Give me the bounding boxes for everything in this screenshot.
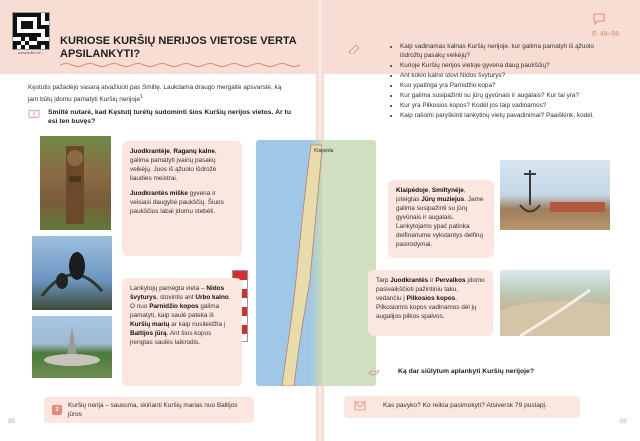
text-part: , stovintis ant bbox=[156, 294, 196, 301]
highlight-kursiu-mariu: Kuršių marių bbox=[130, 321, 170, 328]
photo-grey-dunes bbox=[500, 270, 610, 336]
highlight-nidos-svyturys: Nidos švyturys bbox=[130, 285, 225, 301]
question-item: • Kaip vadinamas kalnas Kuršių nerijoje, kur galima pamatyti iš ąžuolo išdrožtų pasakų veikėjų? bbox=[400, 42, 610, 60]
highlight-juodkrante: Juodkrantės bbox=[390, 277, 429, 284]
qr-cell bbox=[13, 45, 17, 49]
text-part: Tarp bbox=[376, 277, 391, 284]
text-part: įdomu pasivaikščioti pažintiniu taku, vedančiu į bbox=[376, 277, 485, 302]
qr-cell bbox=[21, 45, 25, 49]
text-part: ir bbox=[428, 277, 436, 284]
highlight-urbo-kalnas: Urbo kalno bbox=[195, 294, 229, 301]
book-icon bbox=[28, 108, 40, 118]
photo-wooden-sculpture bbox=[40, 136, 111, 230]
text-part: . Ant šios kopos įrengtas saulės laikrodis. bbox=[130, 330, 212, 346]
question-item: • Kaip rašomi paryškinti lankytinų vietų pavadinimai? Paaiškink, kodėl. bbox=[400, 111, 610, 120]
text-part: Lankytojų pamėgta vieta – bbox=[130, 285, 207, 292]
photo-anchor-museum bbox=[500, 160, 610, 230]
text-part: ar kaip nusileidžia į bbox=[169, 321, 226, 328]
text-part: gyvena ir veisiasi daugybė paukščių. Šiuos paukščius labai įdomu stebėti. bbox=[130, 190, 224, 215]
text-part: . Pilkosiomis kopos vadinamos dėl jų augalijos pilkos spalvos. bbox=[376, 295, 477, 320]
page-reference: P. 49–50 bbox=[592, 31, 620, 38]
highlight-parnidzio-kopa: Parnidžio kopos bbox=[149, 303, 199, 310]
pencil-icon bbox=[348, 44, 360, 54]
text-part: galima pamatyti, kaip saulė pateka iš bbox=[130, 303, 220, 319]
qr-cell bbox=[45, 17, 49, 21]
info-box-nida bbox=[122, 278, 242, 386]
highlight-smiltyne: Smiltynėje bbox=[431, 187, 464, 194]
qr-code[interactable] bbox=[12, 12, 50, 50]
page-title: KURIOSE KURŠIŲ NERIJOS VIETOSE VERTA APSILANKYTI? bbox=[60, 35, 297, 60]
highlight-pervalka: Pervalkos bbox=[435, 277, 466, 284]
question-suggest: Ką dar siūlytum aplankyti Kuršių nerijoje? bbox=[398, 368, 534, 375]
text-part: , bbox=[169, 148, 174, 155]
qr-cell bbox=[45, 33, 49, 37]
text-part: , įsteigtas bbox=[396, 187, 466, 203]
qr-cell bbox=[37, 45, 41, 49]
page-number-right: 89 bbox=[620, 419, 627, 425]
photo-sundial bbox=[32, 316, 112, 378]
intro-body: Kęstutis pažadėjo vasarą atvažiuoti pas Smiltę. Laukdama draugo mergaitė apsvarstė, ką jam būtų įdomu pamatyti Kuršių nerijoje bbox=[28, 84, 282, 103]
question-item: • Kurioje Kuršių nerijos vietoje gyvena daug paukščių? bbox=[400, 61, 610, 70]
envelope-icon bbox=[354, 401, 366, 411]
question-item: • Kur yra Pilkosios kopos? Kodėl jos taip vadinamos? bbox=[400, 101, 610, 110]
bird-icon bbox=[368, 367, 380, 377]
info-box-klaipeda bbox=[388, 180, 494, 258]
photo-birds bbox=[32, 236, 112, 310]
intro-text bbox=[28, 83, 293, 104]
highlight-juru-muziejus: Jūrų muziejus bbox=[421, 196, 465, 203]
qr-cell bbox=[37, 33, 41, 37]
title-underline bbox=[60, 62, 310, 68]
page-number-left: 88 bbox=[8, 419, 15, 425]
footnote-number: 2 bbox=[52, 405, 62, 415]
highlight-klaipeda: Klaipėdoje bbox=[396, 187, 429, 194]
footnote-text: Kuršių nerija – sausuma, skirianti Kuršių marias nuo Baltijos jūros bbox=[68, 402, 238, 418]
question-text: Smiltė nutarė, kad Kęstutį turėtų sudominti šios Kuršių nerijos vietos. Ar tu esi ten buvęs? bbox=[48, 109, 291, 125]
info-box-juodkrante bbox=[122, 141, 242, 256]
text-part: O nuo bbox=[130, 303, 150, 310]
speech-bubble-icon bbox=[592, 13, 606, 25]
map-label-klaipeda: Klaipėda bbox=[314, 148, 334, 154]
self-check-text: Kas pavyko? Ko reikia pasimokyti? Atsiversk 79 puslapį. bbox=[383, 402, 547, 409]
question-item: • Kur galima susipažinti su jūrų gyvūnais ir augalais? Kur tai yra? bbox=[400, 91, 610, 100]
text-part: . Jame galima susipažinti su jūrų gyvūnais ir augalais. Lankytojams ypač patinka delfinariume vykstantys delfinų pasirodymai. bbox=[396, 196, 484, 248]
qr-caption: www.ilukiu.lt/... bbox=[17, 50, 45, 55]
qr-cell bbox=[45, 45, 49, 49]
highlight-raganu-kalnas: Raganų kalne bbox=[173, 148, 215, 155]
text-part: , galima pamatyti įvairių pasakų veikėjų. Juos iš ąžuolo išdrožė liaudies meistrai. bbox=[130, 148, 217, 182]
highlight-baltijos-jura: Baltijos jūrą bbox=[130, 330, 167, 337]
highlight-juodkrante: Juodkrantėje bbox=[130, 148, 170, 155]
question-item: • Kuo ypatinga yra Parnidžio kopa? bbox=[400, 81, 610, 90]
question-list bbox=[390, 42, 610, 121]
footnote-mark: 1 bbox=[139, 93, 143, 100]
qr-cell bbox=[29, 25, 33, 29]
map-curonian-spit bbox=[256, 140, 376, 386]
highlight-juodkrantes-miskas: Juodkrantės miške bbox=[130, 190, 188, 197]
question-item: • Ant kokio kalno stovi Nidos švyturys? bbox=[400, 71, 610, 80]
text-part: . bbox=[228, 294, 231, 301]
info-box-pilkosios-kopos bbox=[368, 270, 493, 336]
highlight-pilkosios-kopos: Pilkosios kopos bbox=[406, 295, 456, 302]
text-part: , bbox=[428, 187, 432, 194]
